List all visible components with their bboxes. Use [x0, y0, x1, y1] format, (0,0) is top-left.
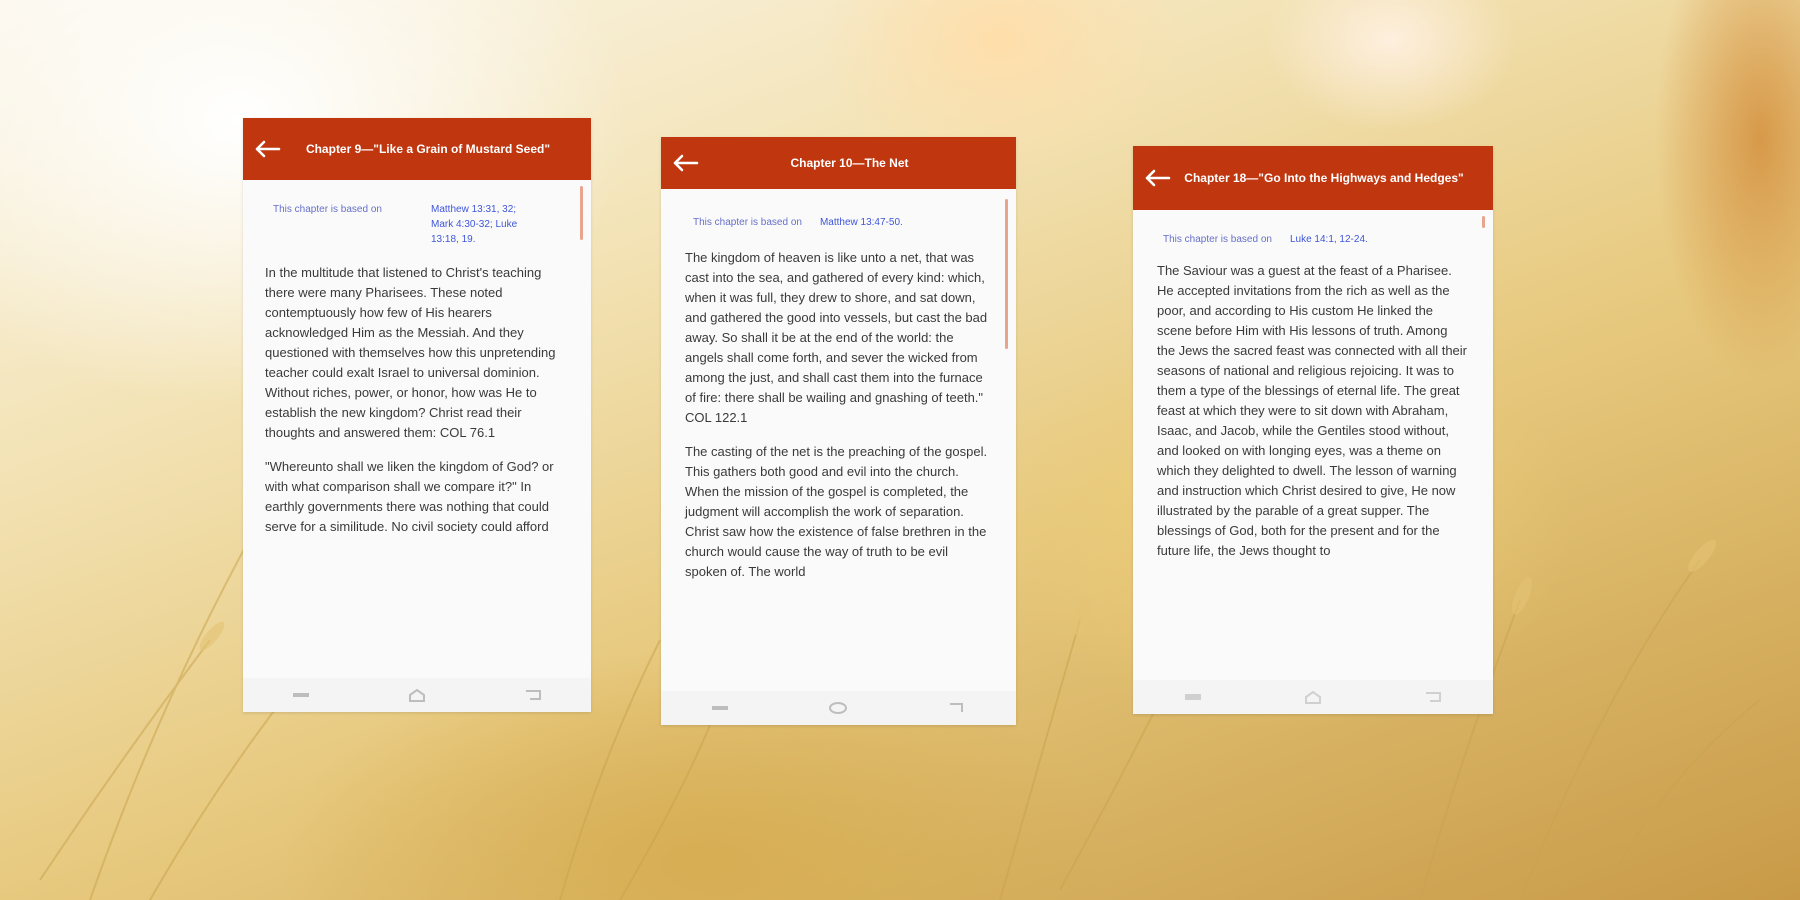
nav-back-button[interactable]: [518, 683, 548, 707]
recent-apps-icon: [1184, 692, 1202, 702]
app-bar: [1133, 146, 1493, 210]
home-button[interactable]: [402, 683, 432, 707]
paragraph: The casting of the net is the preaching of the gospel. This gathers both good and evil into the church. When the mission of the gospel is completed, the judgment will accomplish the work of separation. Christ saw how the existence of false brethren in the church would cause the way of truth to be evil spoken of. The world: [685, 444, 988, 579]
chapter-title: Chapter 10—The Net: [790, 155, 909, 170]
back-nav-icon: [1424, 691, 1442, 703]
home-button[interactable]: [1298, 685, 1328, 709]
paragraph: The Saviour was a guest at the feast of a Pharisee. He accepted invitations from the rich as well as the poor, and according to His custom He linked the scene before Him with His lessons of truth. Among the Jews the sacred feast was connected with all their seasons of national and religious rejoicing. It was to them a type of the blessings of eternal life. The great feast at which they were to sit down with Abraham, Isaac, and Jacob, while the Gentiles stood without, and looked on with longing eyes, was a theme on which they delighted to dwell. The lesson of warning and instruction which Christ desired to give, He now illustrated by the parable of a great supper. The blessings of God, both for the present and for the future life, the Jews thought to: [1157, 263, 1467, 558]
home-button[interactable]: [823, 696, 853, 720]
back-button[interactable]: [243, 118, 291, 180]
chapter-content[interactable]: [1133, 210, 1493, 680]
phone-screen-3: [1133, 146, 1493, 714]
chapter-text: [1133, 247, 1493, 561]
back-button[interactable]: [1133, 146, 1181, 210]
passage-reference: [1133, 210, 1493, 247]
nav-back-button[interactable]: [1418, 685, 1448, 709]
system-nav-bar: [243, 678, 591, 712]
scripture-link[interactable]: Luke 14:1, 12-24.: [1289, 234, 1368, 245]
home-icon: [408, 688, 426, 702]
recent-apps-button[interactable]: [1178, 685, 1208, 709]
scripture-link[interactable]: Matthew 13:31, 32; Mark 4:30-32; Luke 13:18, 19.: [431, 204, 518, 245]
chapter-title: Chapter 9—"Like a Grain of Mustard Seed": [305, 141, 551, 156]
phone-screen-1: [243, 118, 591, 712]
chapter-content[interactable]: [661, 189, 1016, 691]
passage-reference: [243, 180, 591, 247]
chapter-title: Chapter 18—"Go Into the Highways and Hedges": [1184, 170, 1464, 185]
scrollbar[interactable]: [1005, 199, 1008, 349]
paragraph: In the multitude that listened to Christ's teaching there were many Pharisees. These noted contemptuously how few of His hearers acknowledged Him as the Messiah. And they questioned with themselves how this unpretending teacher could exalt Israel to universal dominion. Without riches, power, or honor, how was He to establish the new kingdom? Christ read their thoughts and answered them: COL 76.1: [265, 265, 556, 440]
home-icon: [1304, 690, 1322, 704]
scrollbar[interactable]: [580, 186, 583, 240]
passage-reference: [661, 189, 1016, 230]
chapter-text: [661, 230, 1016, 582]
passage-label: This chapter is based on: [1163, 234, 1272, 245]
recent-apps-icon: [711, 704, 729, 712]
recent-apps-icon: [292, 691, 310, 699]
chapter-content[interactable]: [243, 180, 591, 678]
app-bar: [243, 118, 591, 180]
recent-apps-button[interactable]: [705, 696, 735, 720]
scripture-link[interactable]: Matthew 13:47-50.: [819, 217, 903, 228]
app-bar: [661, 137, 1016, 189]
nav-back-button[interactable]: [942, 696, 972, 720]
scrollbar[interactable]: [1482, 216, 1485, 228]
paragraph: "Whereunto shall we liken the kingdom of God? or with what comparison shall we compare it?" In earthly governments there was nothing that could serve for a similitude. No civil society could afford: [265, 459, 554, 534]
system-nav-bar: [1133, 680, 1493, 714]
back-nav-icon: [524, 689, 542, 701]
passage-label: This chapter is based on: [693, 217, 802, 228]
recent-apps-button[interactable]: [286, 683, 316, 707]
back-nav-icon: [948, 702, 966, 714]
arrow-left-icon: [1143, 168, 1171, 188]
back-button[interactable]: [661, 137, 709, 189]
home-icon: [828, 701, 848, 715]
system-nav-bar: [661, 691, 1016, 725]
phone-screen-2: [661, 137, 1016, 725]
arrow-left-icon: [671, 153, 699, 173]
paragraph: The kingdom of heaven is like unto a net, that was cast into the sea, and gathered of every kind: which, when it was full, they drew to shore, and sat down, and gathered the good into vessels, but cast the bad away. So shall it be at the end of the world: the angels shall come forth, and sever the wicked from among the just, and shall cast them into the furnace of fire: there shall be wailing and gnashing of teeth." COL 122.1: [685, 250, 988, 425]
passage-label: This chapter is based on: [273, 204, 382, 215]
arrow-left-icon: [253, 139, 281, 159]
chapter-text: [243, 247, 591, 537]
